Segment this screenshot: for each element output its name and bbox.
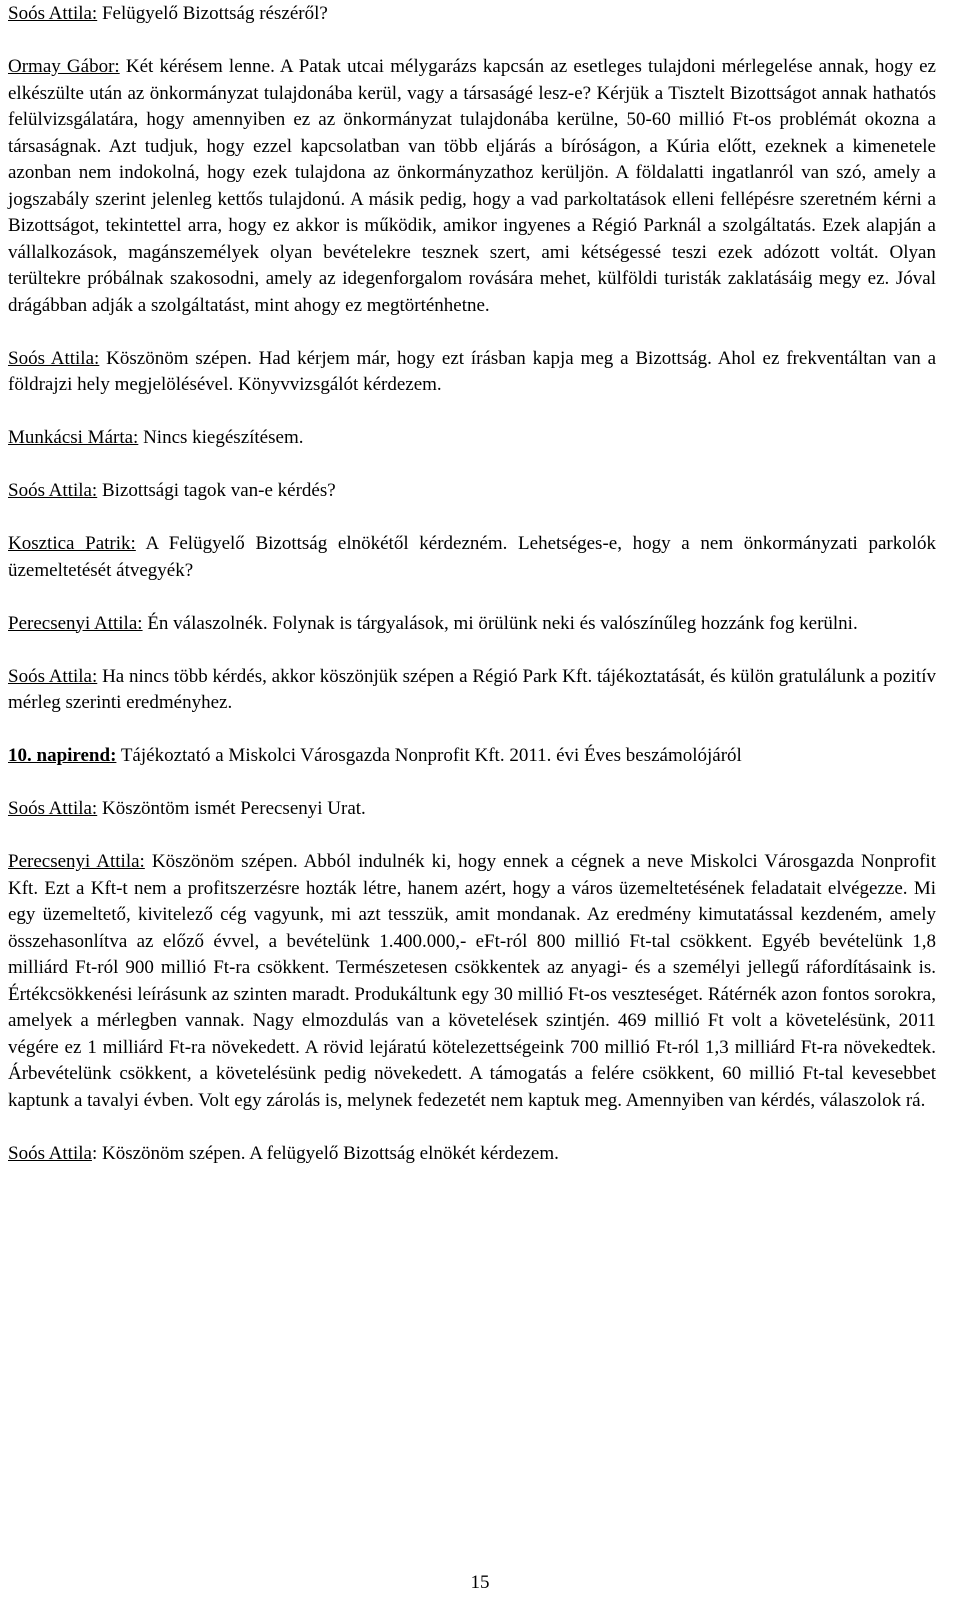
- paragraph-soos-4: [8, 664, 936, 717]
- paragraph-soos-2: [8, 346, 936, 399]
- paragraph-soos-3: [8, 478, 936, 505]
- agenda-number: 10. napirend:: [8, 745, 117, 766]
- speaker-name: Soós Attila:: [8, 3, 98, 24]
- speaker-name: Soós Attila:: [8, 665, 98, 687]
- paragraph-text: Két kérésem lenne. A Patak utcai mélygarázs kapcsán az esetleges tulajdoni mérlegelése annak, hogy ez elkészülte után az önkormányzat tulajdonába kerül, vagy a társaságé lesz-e? Kérjük a Tisztelt Bizottságot annak hathatós felülvizsgálatára, hogy amennyiben ez az önkormányzat tulajdonába kerülne, 50-60 millió Ft-os problémát okozna a társaságnak. Azt tudjuk, hogy ezzel kapcsolatban van több eljárás a bíróságon, a Kúria előtt, ezeknek a kimenetele azonban nem indokolná, hogy ezek tulajdona az önkormányzathoz kerüljön. A földalatti ingatlanról van szó, amely a jogszabály szerint jelenleg kettős tulajdonú. A másik pedig, hogy a vad parkoltatások elleni fellépésre szeretném kérni a Bizottságot, tekintettel arra, hogy ez akkor is működik, amikor ingyenes a Régió Parknál a szolgáltatás. Ezek alapján a vállalkozások, magánszemélyek olyan bevételekre tesznek szert, ami kétségessé teszi ezek adózott voltát. Olyan terültekre próbálnak szakosodni, amely az idegenforgalom rovására mehet, külföldi turisták zaklatásáig megy ez. Jóval drágábban adják a szolgáltatást, mint ahogy ez megtörténhetne.: [8, 56, 936, 316]
- paragraph-soos-1: [8, 1, 936, 28]
- paragraph-perecsenyi-1: [8, 611, 936, 638]
- paragraph-text: Köszönöm szépen. Abból indulnék ki, hogy ennek a cégnek a neve Miskolci Városgazda Nonprofit Kft. Ezt a Kft-t nem a profitszerzésre hozták létre, hanem azért, hogy a város üzemeltetésének feladatait elvégezze. Mi egy üzemeltető, kivitelező cég vagyunk, mi azt tesszük, amit mondanak. Az eredmény kimutatással kezdeném, amely összehasonlítva az előző évvel, a bevételünk 1.400.000,- eFt-ról 800 millió Ft-tal csökkent. Egyéb bevételünk 1,8 milliárd Ft-ról 900 millió Ft-ra csökkent. Természetesen csökkentek az anyagi- és a személyi jellegű ráfordításaink is. Értékcsökkenési leírásunk az szinten maradt. Produkáltunk egy 30 millió Ft-os veszteséget. Rátérnék azon fontos sorokra, amelyek a mérlegben vannak. Nagy elmozdulás van a követelések szintjén. 469 millió Ft volt a követelésünk, 2011 végére ez 1 milliárd Ft-ra növekedett. A rövid lejáratú kötelezettségeink 700 millió Ft-ról 1,3 milliárd Ft-ra növekedtek. Árbevételünk csökkent, a követelésünk pedig növekedett. A támogatás a felére csökkent, 60 millió Ft-tal kevesebbet kaptunk a tavalyi évben. Volt egy zárolás is, melynek fedezetét nem kaptuk meg. Amennyiben van kérdés, válaszolok rá.: [8, 851, 936, 1111]
- agenda-item: [8, 743, 936, 770]
- speaker-name: Soós Attila:: [8, 480, 98, 501]
- paragraph-text: A Felügyelő Bizottság elnökétől kérdezném. Lehetséges-e, hogy a nem önkormányzati parkolók üzemeltetését átvegyék?: [8, 533, 936, 581]
- paragraph-soos-5: [8, 796, 936, 823]
- paragraph-text: Köszönöm szépen. Had kérjem már, hogy ezt írásban kapja meg a Bizottság. Ahol ez frekventáltan van a földrajzi hely megjelölésével. Könyvvizsgálót kérdezem.: [8, 347, 936, 395]
- speaker-name: Perecsenyi Attila:: [8, 851, 145, 872]
- paragraph-text: Nincs kiegészítésem.: [138, 427, 304, 448]
- paragraph-perecsenyi-2: [8, 849, 936, 1114]
- speaker-name: Soós Attila:: [8, 347, 100, 369]
- paragraph-text: Bizottsági tagok van-e kérdés?: [97, 480, 336, 501]
- paragraph-munkacsi: [8, 425, 936, 452]
- speaker-name: Munkácsi Márta:: [8, 427, 139, 448]
- paragraph-text: Én válaszolnék. Folynak is tárgyalások, mi örülünk neki és valószínűleg hozzánk fog kerülni.: [142, 612, 858, 634]
- paragraph-text: Felügyelő Bizottság részéről?: [97, 3, 328, 24]
- speaker-name: Perecsenyi Attila:: [8, 612, 143, 634]
- paragraph-text: Ha nincs több kérdés, akkor köszönjük szépen a Régió Park Kft. tájékoztatását, és külön gratulálunk a pozitív mérleg szerinti eredményhez.: [8, 665, 936, 713]
- speaker-name: Soós Attila: [8, 1142, 92, 1164]
- agenda-title: Tájékoztató a Miskolci Városgazda Nonprofit Kft. 2011. évi Éves beszámolójáról: [116, 745, 742, 766]
- paragraph-soos-6: [8, 1141, 936, 1168]
- speaker-name: Kosztica Patrik:: [8, 533, 136, 554]
- paragraph-text: : Köszönöm szépen. A felügyelő Bizottság elnökét kérdezem.: [91, 1142, 559, 1164]
- paragraph-kosztica: [8, 531, 936, 584]
- paragraph-text: Köszöntöm ismét Perecsenyi Urat.: [97, 798, 366, 819]
- speaker-name: Soós Attila:: [8, 798, 98, 819]
- speaker-name: Ormay Gábor:: [8, 56, 120, 77]
- paragraph-ormay: [8, 54, 936, 319]
- page-number: 15: [470, 1572, 490, 1593]
